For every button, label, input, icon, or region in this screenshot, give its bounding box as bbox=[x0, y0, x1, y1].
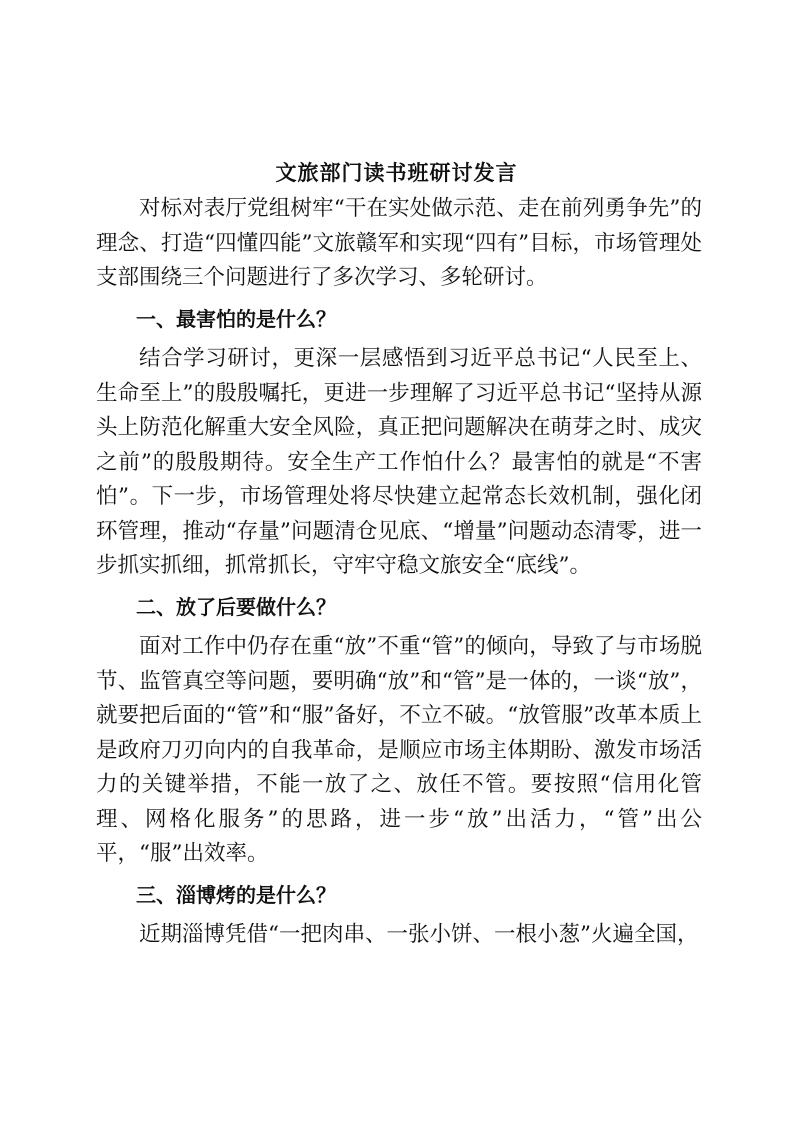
section-paragraph-1: 结合学习研讨，更深一层感悟到习近平总书记“人民至上、生命至上”的殷殷嘱托，更进一步理解了习近平总书记“坚持从源头上防范化解重大安全风险，真正把问题解决在萌芽之时、成灾之前”的殷殷期待。安全生产工作怕什么？最害怕的就是“不害怕”。下一步，市场管理处将尽快建立起常态长效机制，强化闭环管理，推动“存量”问题清仓见底、“增量”问题动态清零，进一步抓实抓细，抓常抓长，守牢守稳文旅安全“底线”。 bbox=[96, 346, 702, 578]
document-body bbox=[96, 192, 702, 953]
intro-paragraph: 对标对表厅党组树牢“干在实处做示范、走在前列勇争先”的理念、打造“四懂四能”文旅赣军和实现“四有”目标，市场管理处支部围绕三个问题进行了多次学习、多轮研讨。 bbox=[96, 196, 702, 290]
section-paragraph-3: 近期淄博凭借“一把肉串、一张小饼、一根小葱”火遍全国， bbox=[139, 922, 699, 947]
section-heading-2: 二、放了后要做什么？ bbox=[136, 594, 336, 619]
section-paragraph-2: 面对工作中仍存在重“放”不重“管”的倾向，导致了与市场脱节、监管真空等问题，要明确“放”和“管”是一体的，一谈“放”，就要把后面的“管”和“服”备好，不立不破。“放管服”改革本质上是政府刀刃向内的自我革命，是顺应市场主体期盼、激发市场活力的关键举措，不能一放了之、放任不管。要按照“信用化管理、网格化服务”的思路，进一步“放”出活力，“管”出公平，“服”出效率。 bbox=[96, 634, 702, 866]
document-title: 文旅部门读书班研讨发言 bbox=[275, 160, 518, 185]
section-heading-1: 一、最害怕的是什么？ bbox=[136, 306, 336, 331]
section-heading-3: 三、淄博烤的是什么？ bbox=[136, 882, 336, 907]
